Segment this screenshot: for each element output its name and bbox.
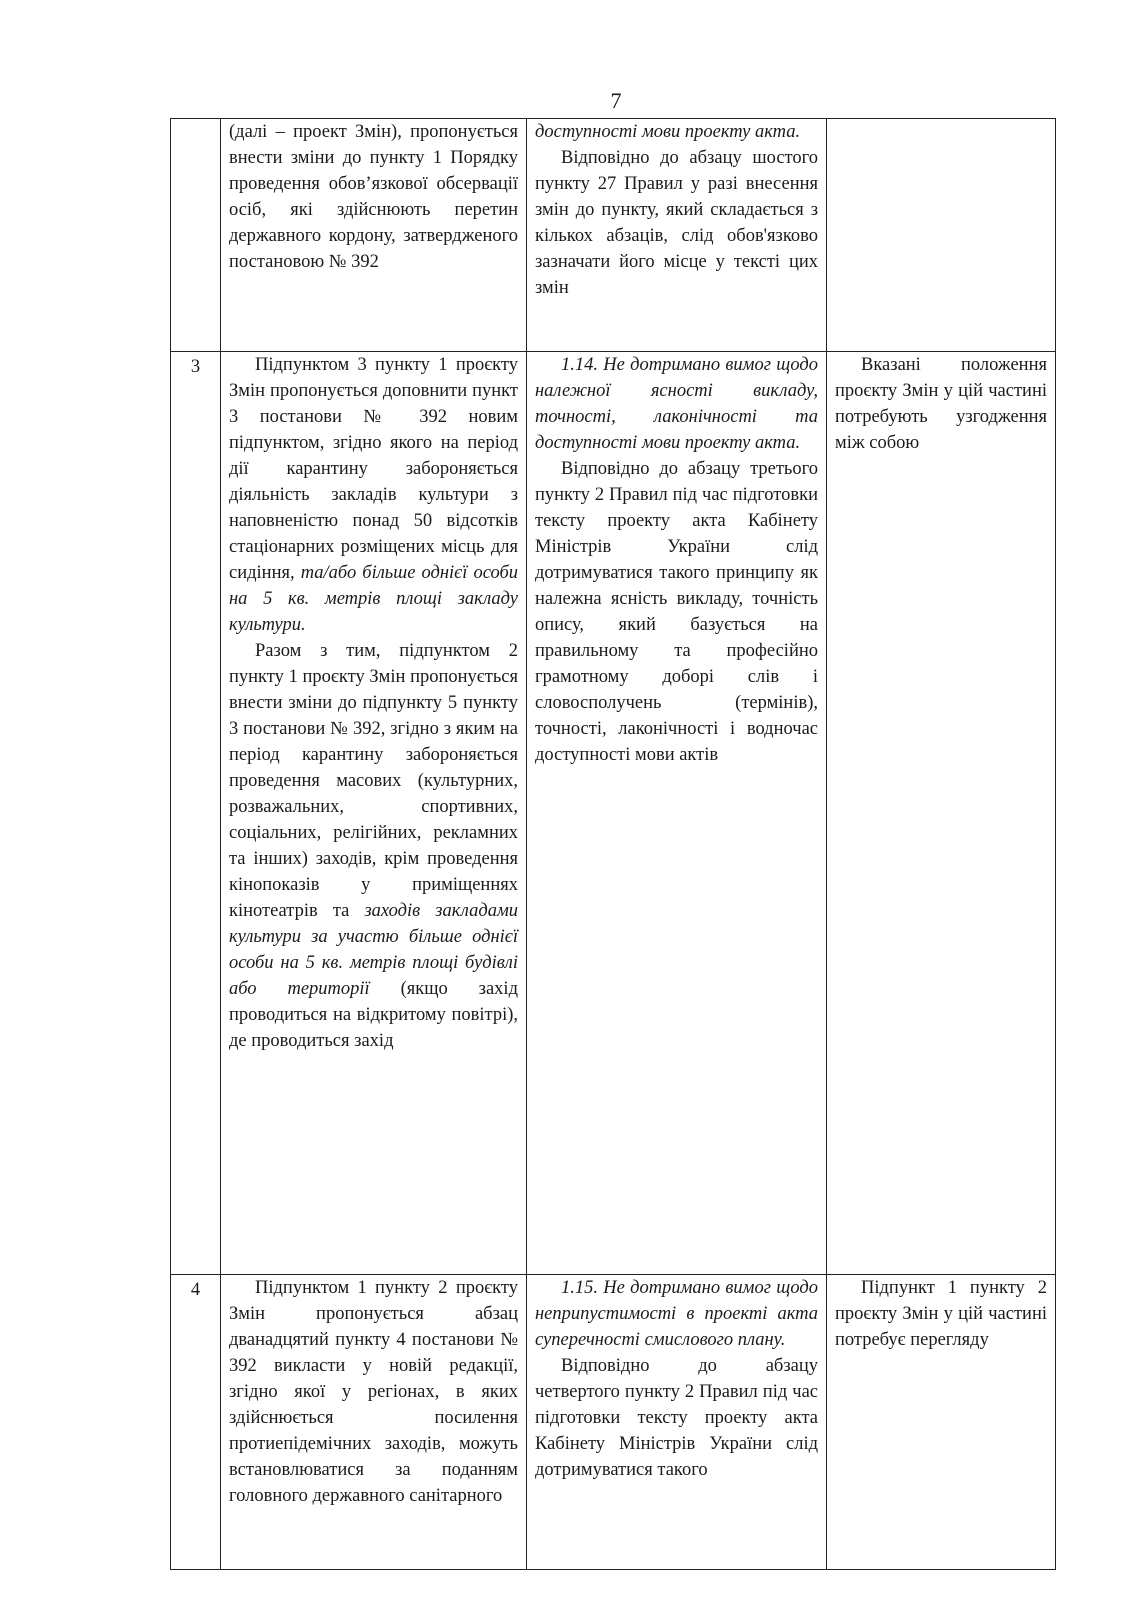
row-number: 3 [171, 352, 221, 1275]
proposal-emphasis: заходів закладами культури за участю більше однієї особи на 5 кв. метрів площі будівлі або території [229, 901, 519, 999]
proposal-text: Підпунктом 3 пункту 1 проєкту Змін пропонується доповнити пункт 3 постанови № 392 новим підпунктом, згідно якого на період дії карантину забороняється діяльність закладів культури з наповненістю понад 50 відсотків стаціонарних розміщених місць для сидіння, [229, 355, 518, 583]
remark-heading: доступності мови проекту акта. [535, 122, 801, 142]
proposal-paragraph [229, 638, 518, 1054]
table-row [171, 352, 1056, 1275]
row-number: 4 [171, 1275, 221, 1570]
remark-text: Відповідно до абзацу третього пункту 2 Правил під час підготовки тексту проекту акта Кабінету Міністрів України слід дотримуватися такого принципу як належна ясність викладу, точність опису, який базується на правильному та професійно грамотному доборі слів і словосполучень (термінів), точності, лаконічності і водночас доступності мови актів [535, 459, 818, 765]
remark-cell [527, 119, 827, 352]
conclusion-cell [827, 352, 1056, 1275]
proposal-cell [221, 1275, 527, 1570]
remark-text: Відповідно до абзацу шостого пункту 27 Правил у разі внесення змін до пункту, який складається з кількох абзаців, слід обов'язково зазначати його місце у тексті цих змін [535, 148, 818, 298]
page-number: 7 [610, 88, 622, 113]
table-row [171, 1275, 1056, 1570]
table-row [171, 119, 1056, 352]
proposal-cell [221, 119, 527, 352]
proposal-text-tail: (якщо захід проводиться на відкритому повітрі), де проводиться захід [229, 979, 518, 1051]
row-number [171, 119, 221, 352]
remark-cell [527, 352, 827, 1275]
conclusion-cell [827, 1275, 1056, 1570]
proposal-text: Разом з тим, підпунктом 2 пункту 1 проєкту Змін пропонується внести зміни до підпункту 5 пункту 3 постанови № 392, згідно з яким на період карантину забороняється проведення масових (культурних, розважальних, спортивних, соціальних, релігійних, рекламних та інших) заходів, крім проведення кінопоказів у приміщеннях кінотеатрів та [229, 641, 518, 921]
conclusion-cell [827, 119, 1056, 352]
proposal-text: (далі – проект Змін), пропонується внести зміни до пункту 1 Порядку проведення обов’язкової обсервації осіб, які здійснюють перетин державного кордону, затвердженого постановою № 392 [229, 122, 518, 272]
remark-text: Відповідно до абзацу четвертого пункту 2 Правил під час підготовки тексту проекту акта Кабінету Міністрів України слід дотримуватися такого [535, 1356, 818, 1480]
conclusion-text: Підпункт 1 пункту 2 проєкту Змін у цій частині потребує перегляду [835, 1278, 1047, 1350]
proposal-text: Підпунктом 1 пункту 2 проєкту Змін пропонується абзац дванадцятий пункту 4 постанови № 392 викласти у новій редакції, згідно якої у регіонах, в яких здійснюється посилення протиепідемічних заходів, можуть встановлюватися за поданням головного державного санітарного [229, 1278, 518, 1506]
remark-cell [527, 1275, 827, 1570]
proposal-cell [221, 352, 527, 1275]
remark-heading: 1.15. Не дотримано вимог щодо неприпустимості в проекті акта суперечності смислового плану. [535, 1278, 818, 1350]
conclusion-text: Вказані положення проєкту Змін у цій частині потребують узгодження між собою [835, 355, 1047, 453]
proposal-emphasis: та/або більше однієї особи на 5 кв. метрів площі закладу культури. [229, 563, 519, 635]
proposal-paragraph [229, 352, 518, 638]
remark-heading: 1.14. Не дотримано вимог щодо належної ясності викладу, точності, лаконічності та доступності мови проекту акта. [535, 355, 818, 453]
review-table [170, 118, 1056, 1570]
